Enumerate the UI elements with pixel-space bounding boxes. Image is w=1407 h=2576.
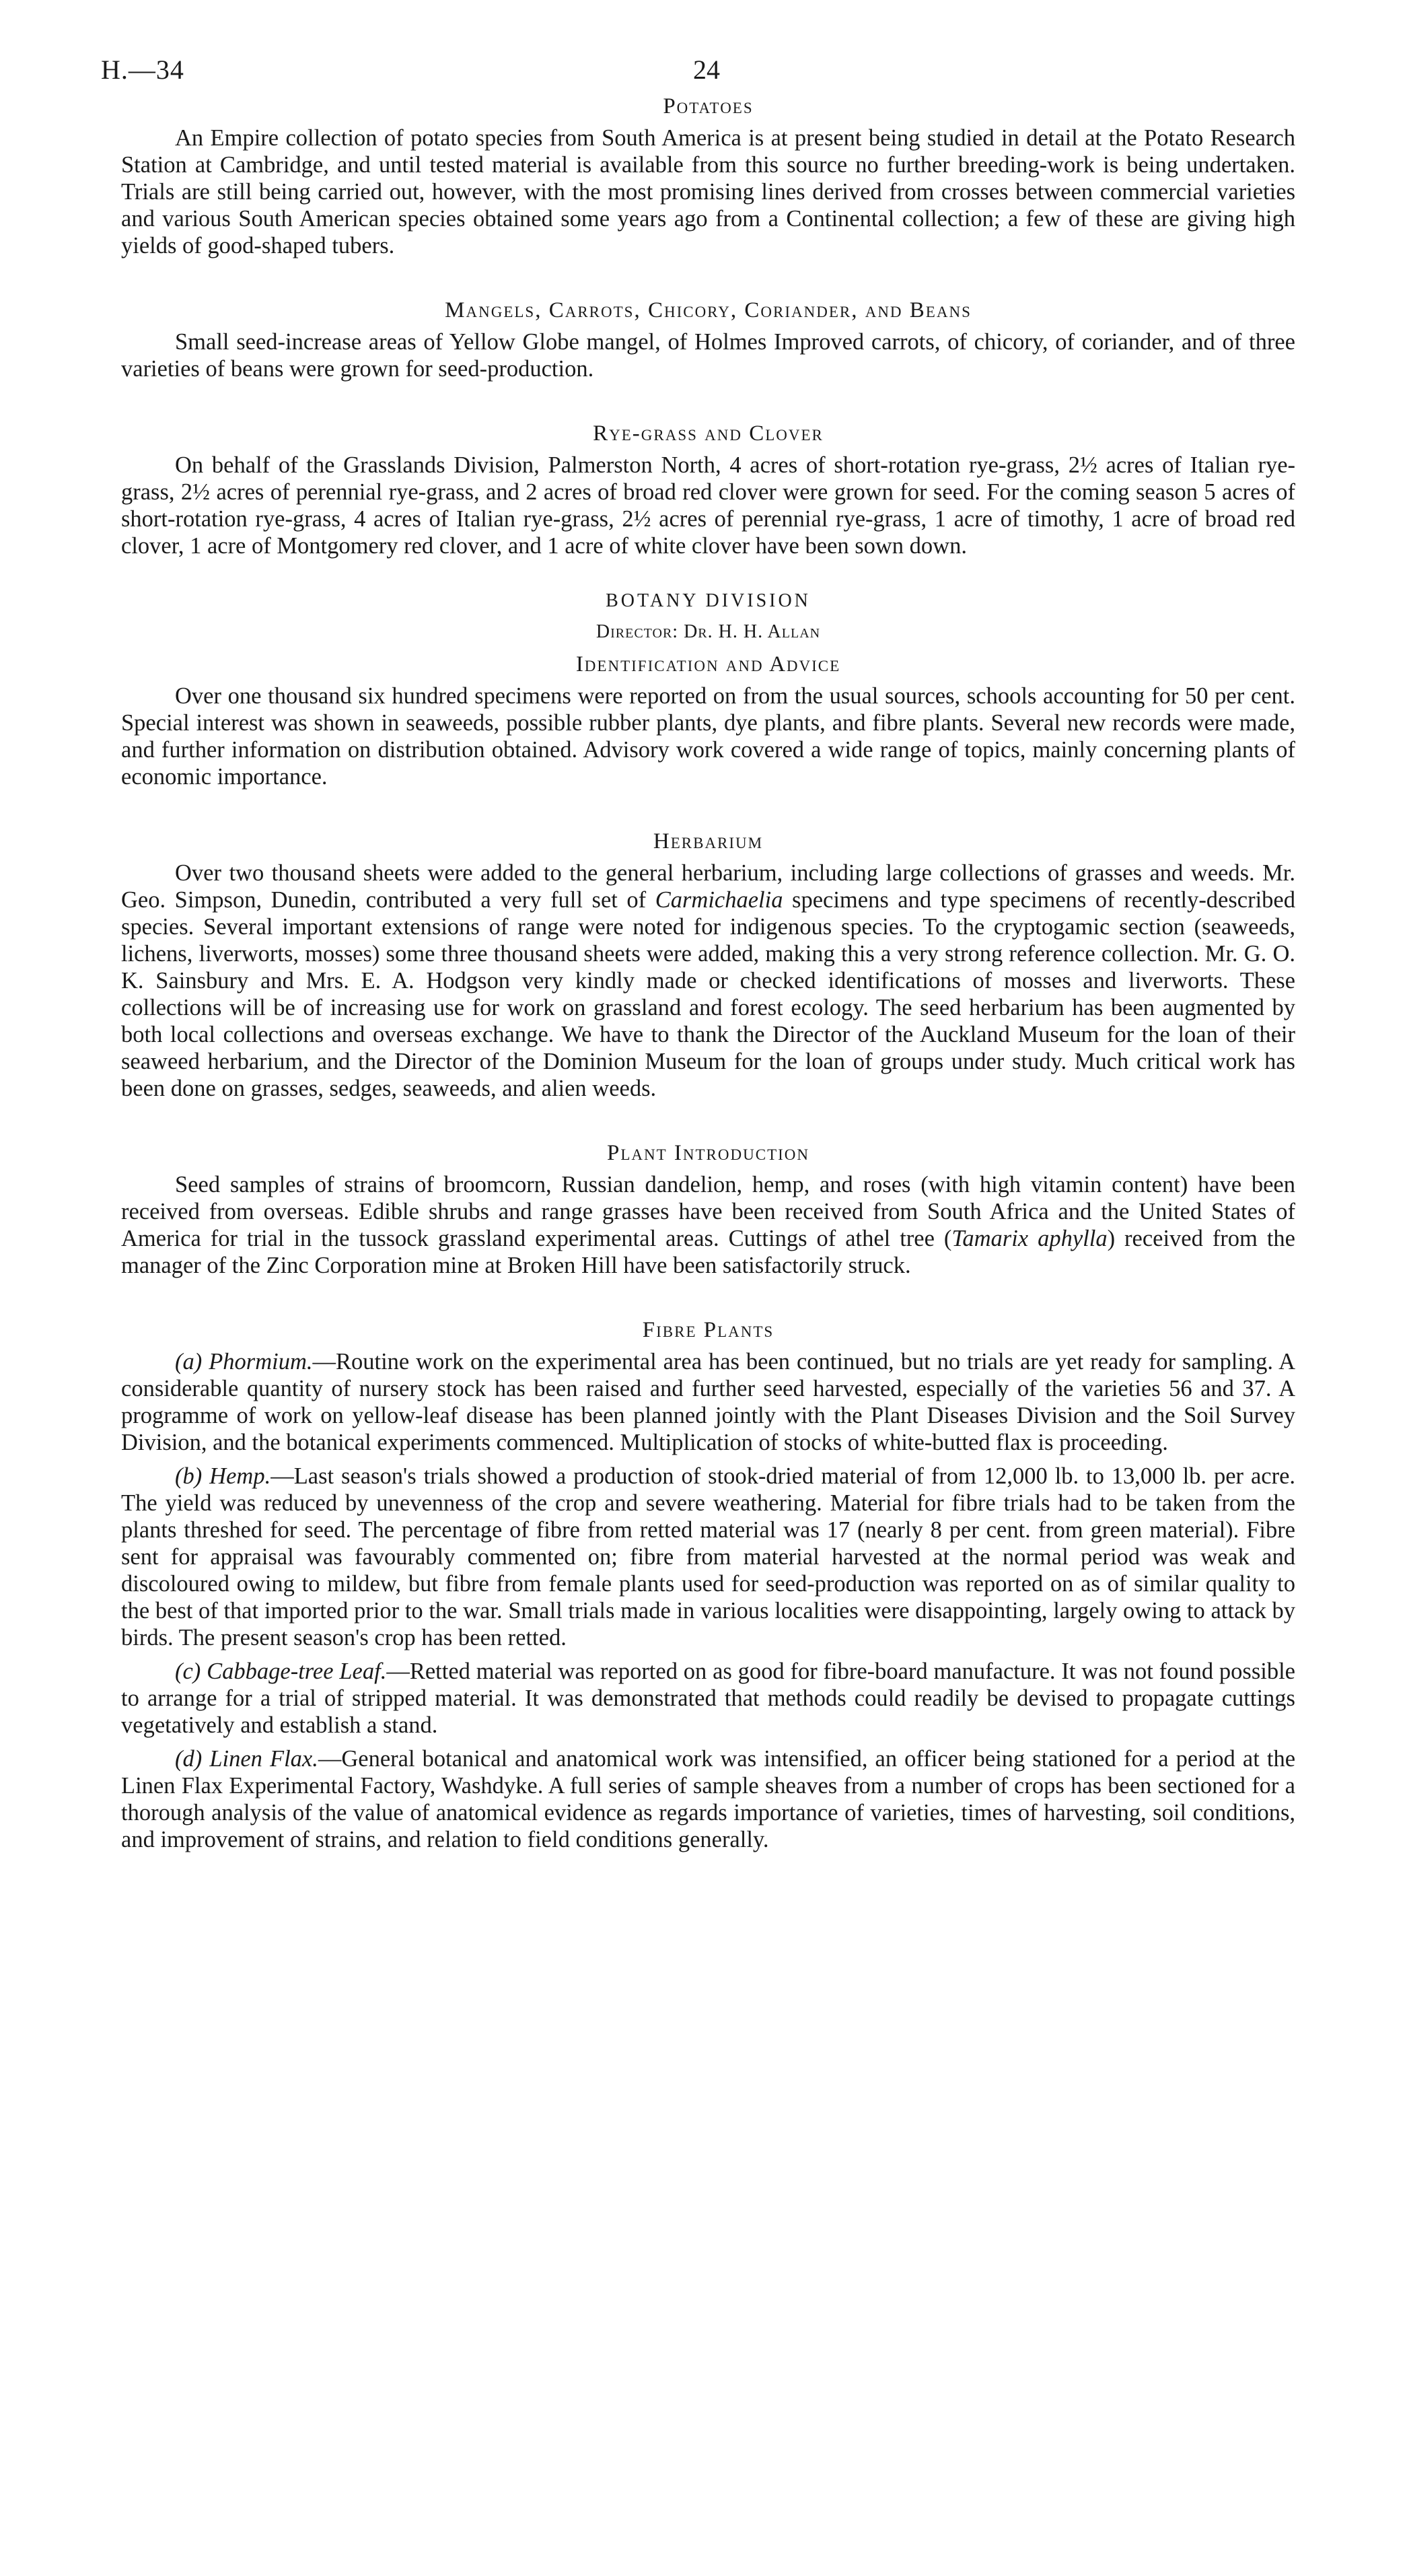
- document-page: [101, 54, 1296, 1853]
- introduction-text-part-1: Seed samples of strains of broomcorn, Russian dandelion, hemp, and roses (with high vitamin content) have been received from overseas. Edible shrubs and range grasses have been received from South Africa and the United States of America for trial in the tussock grassland experimental areas. Cuttings of athel tree (: [121, 1172, 1295, 1251]
- section-heading-herbarium: Herbarium: [653, 829, 764, 854]
- paragraph-potatoes: An Empire collection of potato species from South America is at present being studied in detail at the Potato Research Station at Cambridge, and until tested material is available from this source no further breeding-work is being undertaken. Trials are still being carried out, however, with the most promising lines derived from crosses between commercial varieties and various South American species obtained some years ago from a Continental collection; a few of these are giving high yields of good-shaped tubers.: [121, 125, 1295, 258]
- fibre-item-phormium: [121, 1348, 1295, 1456]
- fibre-item-letter: (b): [175, 1463, 203, 1489]
- paragraph-identification: Over one thousand six hundred specimens were reported on from the usual sources, schools accounting for 50 per cent. Special interest was shown in seaweeds, possible rubber plants, dye plants, and fibre plants. Several new records were made, and further information on distribution obtained. Advisory work covered a wide range of topics, mainly concerning plants of economic importance.: [121, 683, 1295, 790]
- paragraph-mangels: Small seed-increase areas of Yellow Globe mangel, of Holmes Improved carrots, of chicory, of coriander, and of three varieties of beans were grown for seed-production.: [121, 329, 1295, 382]
- fibre-item-text: —Last season's trials showed a production of stook-dried material of from 12,000 lb. to 13,000 lb. per acre. The yield was reduced by unevenness of the crop and severe weathering. Material for fibre trials had to be taken from the plants threshed for seed. The percentage of fibre from retted material was 17 (nearly 8 per cent. from green material). Fibre sent for appraisal was favourably commented on; fibre from material harvested at the normal period was weak and discoloured owing to mildew, but fibre from female plants used for seed-production was reported on as of similar quality to the best of that imported prior to the war. Small trials made in various localities were disappointing, largely owing to attack by birds. The present season's crop has been retted.: [121, 1463, 1296, 1650]
- fibre-item-letter: (c): [175, 1659, 201, 1684]
- fibre-item-label: Cabbage-tree Leaf.: [207, 1659, 387, 1684]
- division-title: BOTANY DIVISION: [606, 590, 811, 611]
- introduction-text-part-2: ) received from the manager of the Zinc Corporation mine at Broken Hill have been satisfactorily struck.: [121, 1226, 1295, 1278]
- section-heading-fibre: Fibre Plants: [642, 1318, 774, 1342]
- page-number: 24: [693, 55, 720, 85]
- paragraph-introduction: [121, 1171, 1295, 1279]
- fibre-item-text: —General botanical and anatomical work was intensified, an officer being stationed for a period at the Linen Flax Experimental Factory, Washdyke. A full series of sample sheaves from a number of crops has been sectioned for a thorough analysis of the value of anatomical evidence as regards importance of varieties, times of harvesting, soil conditions, and improvement of strains, and relation to field conditions generally.: [121, 1746, 1296, 1852]
- introduction-species: Tamarix aphylla: [951, 1226, 1108, 1251]
- fibre-item-cabbage-tree: [121, 1658, 1295, 1739]
- division-director: Director: Dr. H. H. Allan: [596, 621, 821, 642]
- paragraph-ryegrass: On behalf of the Grasslands Division, Palmerston North, 4 acres of short-rotation rye-grass, 2½ acres of Italian rye-grass, 2½ acres of perennial rye-grass, and 2 acres of broad red clover were grown for seed. For the coming season 5 acres of short-rotation rye-grass, 4 acres of Italian rye-grass, 2½ acres of perennial rye-grass, 1 acre of timothy, 1 acre of broad red clover, 1 acre of Montgomery red clover, and 1 acre of white clover have been sown down.: [121, 452, 1295, 559]
- herbarium-text-part-1: Over two thousand sheets were added to the general herbarium, including large collections of grasses and weeds. Mr. Geo. Simpson, Dunedin, contributed a very full set of: [121, 860, 1295, 913]
- paragraph-herbarium: [121, 860, 1295, 1102]
- fibre-item-linen-flax: [121, 1745, 1295, 1853]
- fibre-item-label: Phormium.: [209, 1349, 313, 1374]
- herbarium-text-part-2: specimens and type specimens of recently-described species. Several important extensions of range were noted for indigenous species. To the cryptogamic section (seaweeds, lichens, liverworts, mosses) some three thousand sheets were added, making this a very strong reference collection. Mr. G. O. K. Sainsbury and Mrs. E. A. Hodgson very kindly made or checked identifications of mosses and liverworts. These collections will be of increasing use for work on grassland and forest ecology. The seed herbarium has been augmented by both local collections and overseas exchange. We have to thank the Director of the Auckland Museum for the loan of their seaweed herbarium, and the Director of the Dominion Museum for the loan of groups under study. Much critical work has been done on grasses, sedges, seaweeds, and alien weeds.: [121, 887, 1295, 1101]
- fibre-item-hemp: [121, 1463, 1295, 1651]
- fibre-item-label: Linen Flax.: [209, 1746, 318, 1772]
- fibre-item-letter: (a): [175, 1349, 203, 1374]
- section-heading-ryegrass: Rye-grass and Clover: [593, 421, 824, 446]
- running-head: [101, 54, 1295, 94]
- section-heading-introduction: Plant Introduction: [606, 1141, 809, 1165]
- report-reference: H.—34: [101, 55, 184, 85]
- fibre-item-letter: (d): [175, 1746, 203, 1772]
- herbarium-genus: Carmichaelia: [655, 887, 783, 913]
- section-heading-potatoes: Potatoes: [663, 94, 754, 118]
- section-heading-identification: Identification and Advice: [575, 652, 841, 676]
- fibre-item-text: —Routine work on the experimental area has been continued, but no trials are yet ready for sampling. A considerable quantity of nursery stock has been raised and further seed harvested, especially of the varieties 56 and 37. A programme of work on yellow-leaf disease has been planned jointly with the Plant Diseases Division and the Soil Survey Division, and the botanical experiments commenced. Multiplication of stocks of white-butted flax is proceeding.: [121, 1349, 1295, 1455]
- fibre-item-text: —Retted material was reported on as good for fibre-board manufacture. It was not found possible to arrange for a trial of stripped material. It was demonstrated that methods could readily be devised to propagate cuttings vegetatively and establish a stand.: [121, 1659, 1295, 1738]
- section-heading-mangels: Mangels, Carrots, Chicory, Coriander, and Beans: [445, 298, 972, 322]
- fibre-item-label: Hemp.: [209, 1463, 271, 1489]
